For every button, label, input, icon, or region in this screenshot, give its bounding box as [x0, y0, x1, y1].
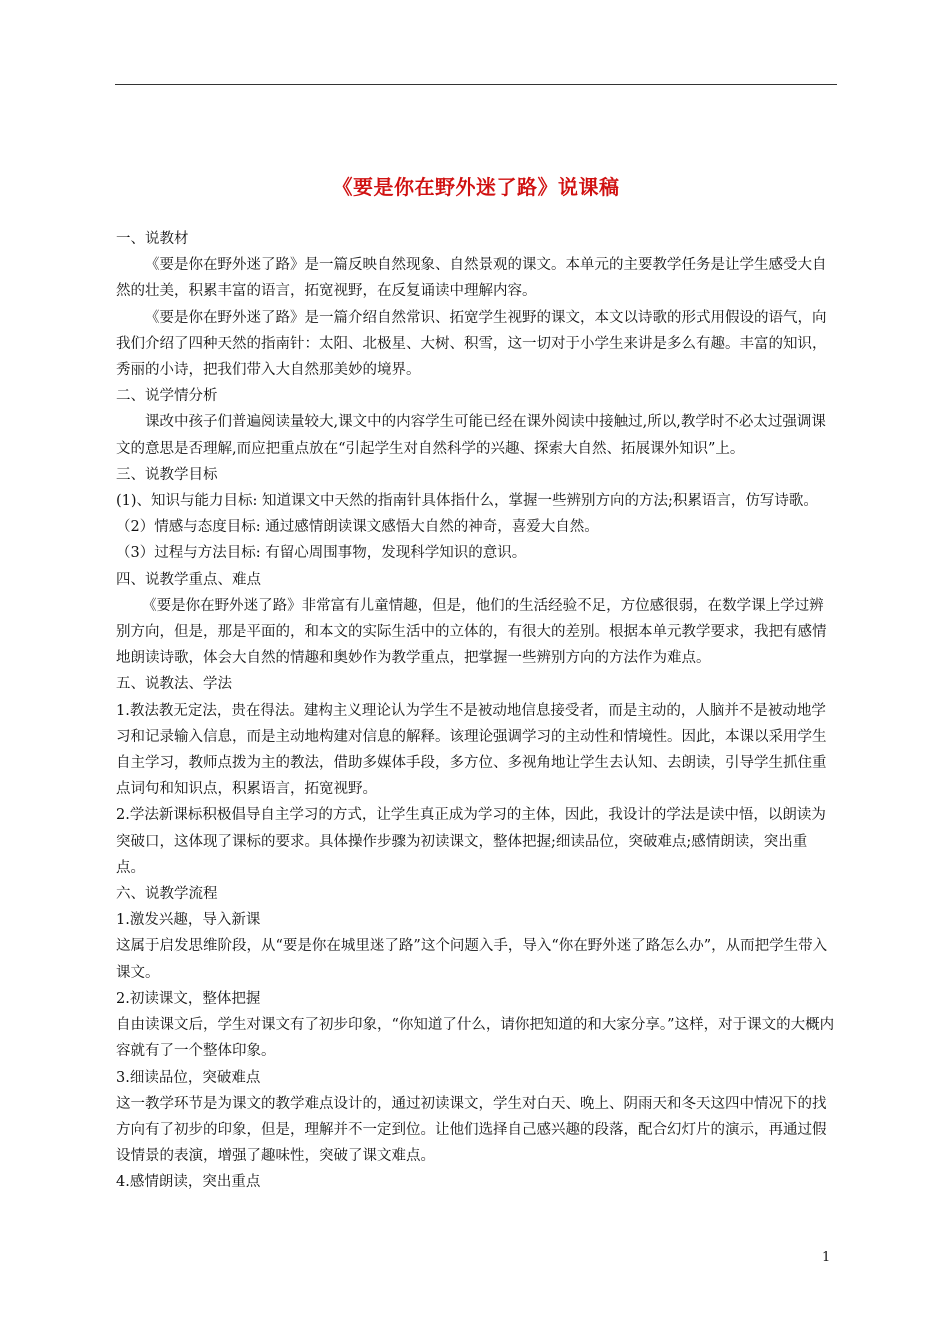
- paragraph: 课改中孩子们普遍阅读量较大,课文中的内容学生可能已经在课外阅读中接触过,所以,教学时不必太过强调课文的意思是否理解,而应把重点放在“引起学生对自然科学的兴趣、探索大自然、拓展课外知识”上。: [116, 414, 826, 457]
- document-body: [116, 226, 836, 1196]
- step-title: 3.细读品位，突破难点: [116, 1069, 261, 1086]
- section-heading-key-points: 四、说教学重点、难点: [116, 571, 261, 588]
- document-title: 《要是你在野外迷了路》说课稿: [332, 175, 620, 199]
- paragraph: 2.学法新课标积极倡导自主学习的方式，让学生真正成为学习的主体，因此，我设计的学法是读中悟，以朗读为突破口，这体现了课标的要求。具体操作步骤为初读课文，整体把握;细读品位，突破难点;感情朗读，突出重点。: [116, 807, 826, 876]
- goal-item: (1)、知识与能力目标: 知道课文中天然的指南针具体指什么，掌握一些辨别方向的方法;积累语言，仿写诗歌。: [116, 493, 818, 510]
- step-text: 这属于启发思维阶段，从“要是你在城里迷了路”这个问题入手，导入“你在野外迷了路怎么办”，从而把学生带入课文。: [116, 938, 828, 981]
- section-heading-teaching-process: 六、说教学流程: [116, 886, 218, 903]
- paragraph: 1.教法教无定法，贵在得法。建构主义理论认为学生不是被动地信息接受者，而是主动的，人脑并不是被动地学习和记录输入信息，而是主动地构建对信息的解释。该理论强调学习的主动性和情境性。因此，本课以采用学生自主学习，教师点拨为主的教法，借助多媒体手段，多方位、多视角地让学生去认知、去朗读，引导学生抓住重点词句和知识点，积累语言，拓宽视野。: [116, 702, 827, 798]
- section-heading-teaching-goals: 三、说教学目标: [116, 466, 218, 483]
- paragraph: 《要是你在野外迷了路》是一篇介绍自然常识、拓宽学生视野的课文，本文以诗歌的形式用假设的语气，向我们介绍了四种天然的指南针：太阳、北极星、大树、积雪，这一切对于小学生来讲是多么有趣。丰富的知识，秀丽的小诗，把我们带入大自然那美妙的境界。: [116, 309, 827, 379]
- paragraph: 《要是你在野外迷了路》是一篇反映自然现象、自然景观的课文。本单元的主要教学任务是让学生感受大自然的壮美，积累丰富的语言，拓宽视野，在反复诵读中理解内容。: [116, 257, 827, 300]
- page-number: 1: [822, 1250, 831, 1265]
- step-text: 这一教学环节是为课文的教学难点设计的，通过初读课文，学生对白天、晚上、阴雨天和冬天这四中情况下的找方向有了初步的印象，但是，理解并不一定到位。让他们选择自己感兴趣的段落，配合幻灯片的演示，再通过假设情景的表演，增强了趣味性，突破了课文难点。: [116, 1095, 827, 1165]
- section-heading-teaching-material: 一、说教材: [116, 231, 189, 247]
- section-heading-learner-analysis: 二、说学情分析: [116, 388, 218, 405]
- step-title: 1.激发兴趣，导入新课: [116, 912, 261, 929]
- section-heading-methods: 五、说教法、学法: [116, 676, 232, 693]
- paragraph: 《要是你在野外迷了路》非常富有儿童情趣，但是，他们的生活经验不足，方位感很弱，在数学课上学过辨别方向，但是，那是平面的，和本文的实际生活中的立体的，有很大的差别。根据本单元教学要求，我把有感情地朗读诗歌，体会大自然的情趣和奥妙作为教学重点，把掌握一些辨别方向的方法作为难点。: [116, 597, 827, 667]
- goal-item: （2）情感与态度目标: 通过感情朗读课文感悟大自然的神奇，喜爱大自然。: [116, 519, 599, 536]
- step-title: 2.初读课文，整体把握: [116, 990, 261, 1007]
- step-title: 4.感情朗读，突出重点: [116, 1174, 261, 1191]
- step-text: 自由读课文后，学生对课文有了初步印象，“你知道了什么，请你把知道的和大家分享。”这样，对于课文的大概内容就有了一个整体印象。: [116, 1017, 835, 1060]
- goal-item: （3）过程与方法目标: 有留心周围事物，发现科学知识的意识。: [116, 545, 527, 562]
- header-rule: [115, 84, 837, 85]
